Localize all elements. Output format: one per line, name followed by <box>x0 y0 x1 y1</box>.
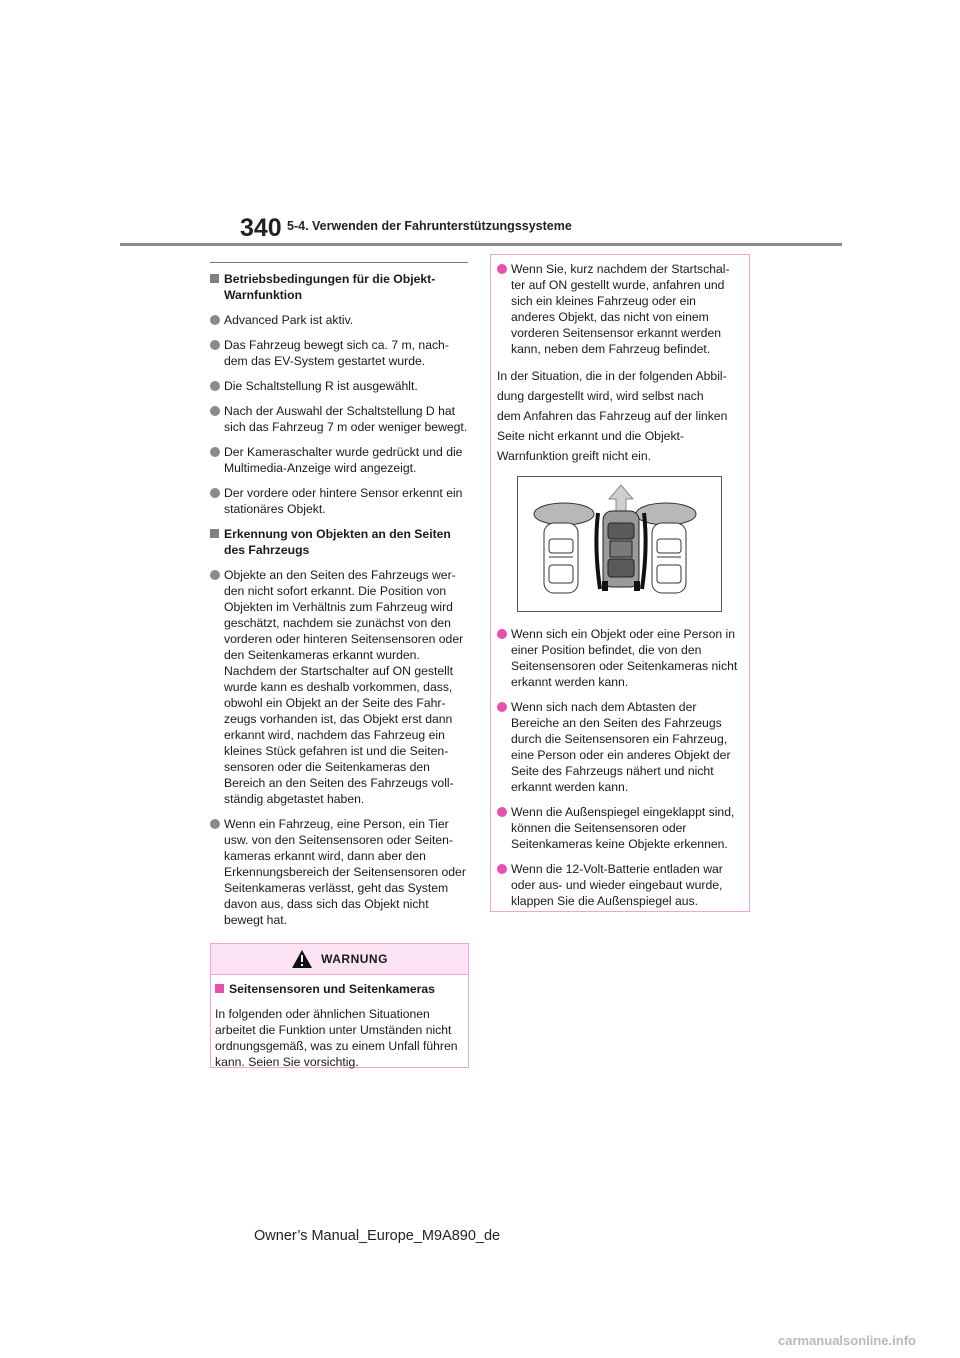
list-item <box>210 403 468 435</box>
list-item <box>497 261 743 357</box>
bullet-dot-icon <box>210 315 220 325</box>
list-item-text: Objekte an den Seiten des Fahrzeugs wer-den nicht sofort erkannt. Die Position von Objekten im Verhältnis zum Fahrzeug wird geschätzt, nachdem sie zunächst von den vorderen oder hinteren Seitensensoren oder den Seitenkameras erkannt wurden. Nachdem der Startschalter auf ON gestellt wurde kann es deshalb vorkommen, dass, obwohl ein Objekt an der Seite des Fahr-zeugs vorhanden ist, das Objekt erst dann erkannt wird, nachdem das Fahrzeug ein kleines Stück gefahren ist und die Seiten-sensoren oder die Seitenkameras den Bereich an den Seiten des Fahrzeugs voll-ständig abgetastet haben. <box>224 568 464 806</box>
bullet-dot-icon <box>210 819 220 829</box>
heading-text: Erkennung von Objekten an den Seiten des Fahrzeugs <box>224 527 451 557</box>
bullet-dot-icon <box>497 807 507 817</box>
paragraph-line: Warnfunktion greift nicht ein. <box>497 449 651 463</box>
warning-heading <box>215 981 464 997</box>
footer-manual-name: Owner’s Manual_Europe_M9A890_de <box>254 1228 501 1244</box>
list-item <box>210 378 468 394</box>
section-title: 5-4. Verwenden der Fahrunterstützungssysteme <box>287 219 572 233</box>
paragraph-line: dung dargestellt wird, wird selbst nach <box>497 389 704 403</box>
list-item-text: Die Schaltstellung R ist ausgewählt. <box>224 379 418 393</box>
list-item-text: Der vordere oder hintere Sensor erkennt ein stationäres Objekt. <box>224 486 463 516</box>
paragraph-line: Seite nicht erkannt und die Objekt- <box>497 429 684 443</box>
list-item <box>497 804 743 852</box>
section-heading <box>210 526 468 558</box>
bullet-dot-icon <box>497 629 507 639</box>
paragraph-line: dem Anfahren das Fahrzeug auf der linken <box>497 409 728 423</box>
bullet-dot-icon <box>497 864 507 874</box>
subsection-rule <box>210 262 468 263</box>
list-item <box>497 626 743 690</box>
bullet-dot-icon <box>210 340 220 350</box>
parking-illustration <box>517 476 722 612</box>
list-item <box>210 337 468 369</box>
page-number: 340 <box>240 214 282 242</box>
list-item <box>210 567 468 807</box>
right-column-box <box>490 254 750 912</box>
bullet-dot-icon <box>210 570 220 580</box>
warning-header <box>211 944 468 975</box>
list-item <box>497 699 743 795</box>
heading-text: Seitensensoren und Seitenkameras <box>229 982 435 996</box>
list-item-text: Nach der Auswahl der Schaltstellung D hat sich das Fahrzeug 7 m oder weniger bewegt. <box>224 404 468 434</box>
warning-text: In folgenden oder ähnlichen Situationen arbeitet die Funktion unter Umständen nicht ordnungsgemäß, was zu einem Unfall führen kann. Seien Sie vorsichtig. <box>215 1007 458 1069</box>
list-item-text: Der Kameraschalter wurde gedrückt und die Multimedia-Anzeige wird angezeigt. <box>224 445 463 475</box>
list-item-text: Wenn die 12-Volt-Batterie entladen war oder aus- und wieder eingebaut wurde, klappen Sie die Außenspiegel aus. <box>511 862 723 908</box>
list-item-text: Das Fahrzeug bewegt sich ca. 7 m, nach-dem das EV-System gestartet wurde. <box>224 338 449 368</box>
list-item-text: Wenn ein Fahrzeug, eine Person, ein Tier usw. von den Seitensensoren oder Seiten-kameras erkannt wird, dann aber den Erkennungsbereich der Seitensensoren oder Seitenkameras verlässt, geht das System davon aus, dass sich das Objekt nicht bewegt hat. <box>224 817 466 927</box>
list-item <box>210 312 468 328</box>
warning-title: WARNUNG <box>321 952 388 966</box>
bullet-dot-icon <box>497 702 507 712</box>
bullet-dot-icon <box>210 447 220 457</box>
list-item-text: Wenn die Außenspiegel eingeklappt sind, können die Seitensensoren oder Seitenkameras keine Objekte erkennen. <box>511 805 735 851</box>
header-rule <box>120 243 842 246</box>
bullet-dot-icon <box>497 264 507 274</box>
list-item <box>210 444 468 476</box>
watermark: carmanualsonline.info <box>778 1333 916 1348</box>
warning-body <box>211 975 468 1070</box>
bullet-dot-icon <box>210 381 220 391</box>
paragraph-line: In der Situation, die in der folgenden Abbil- <box>497 369 727 383</box>
left-column <box>210 262 468 937</box>
bullet-dot-icon <box>210 488 220 498</box>
parking-diagram <box>518 477 721 611</box>
list-item-text: Advanced Park ist aktiv. <box>224 313 354 327</box>
section-heading <box>210 271 468 303</box>
list-item-text: Wenn sich ein Objekt oder eine Person in einer Position befindet, die von den Seitensensoren oder Seitenkameras nicht erkannt werden kann. <box>511 627 738 689</box>
warning-triangle-icon <box>291 949 313 969</box>
square-bullet-icon <box>210 529 219 538</box>
list-item-text: Wenn Sie, kurz nachdem der Startschal-ter auf ON gestellt wurde, anfahren und sich ein kleines Fahrzeug oder ein anderes Objekt, das nicht von einem vorderen Seitensensor erkannt werden kann, neben dem Fahrzeug befindet. <box>511 262 730 356</box>
square-bullet-icon <box>215 984 224 993</box>
list-item-text: Wenn sich nach dem Abtasten der Bereiche an den Seiten des Fahrzeugs durch die Seitensensoren ein Fahrzeug, eine Person oder ein anderes Objekt der Seite des Fahrzeugs nähert und nicht erkannt werden kann. <box>511 700 731 794</box>
heading-text: Betriebsbedingungen für die Objekt-Warnfunktion <box>224 272 436 302</box>
warning-box <box>210 943 469 1068</box>
list-item <box>210 485 468 517</box>
bullet-dot-icon <box>210 406 220 416</box>
list-item <box>497 861 743 909</box>
list-item <box>210 816 468 928</box>
square-bullet-icon <box>210 274 219 283</box>
